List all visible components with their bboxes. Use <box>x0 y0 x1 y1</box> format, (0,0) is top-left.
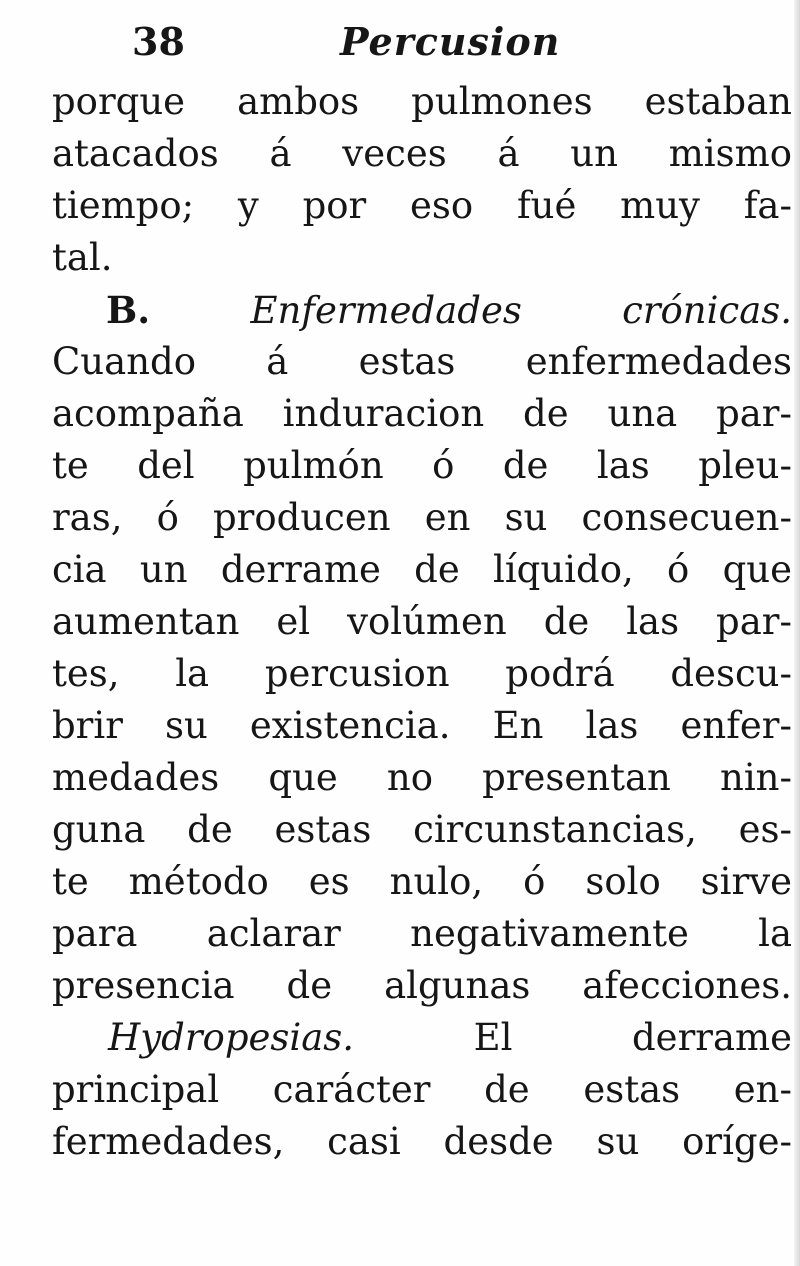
text-line-17: para aclarar negativamente la <box>52 912 792 955</box>
page-number: 38 <box>132 19 185 64</box>
section-title: Enfermedades crónicas. <box>250 289 792 332</box>
body-text <box>52 76 792 1168</box>
text-line-8: te del pulmón ó de las pleu- <box>52 444 792 487</box>
text-line-12: tes, la percusion podrá descu- <box>52 652 792 695</box>
text-line-9: ras, ó producen en su consecuen- <box>52 496 792 539</box>
text-line-20: principal carácter de estas en- <box>52 1068 792 1111</box>
text-line-1: porque ambos pulmones estaban <box>52 80 792 123</box>
text-line-15: guna de estas circunstancias, es- <box>52 808 792 851</box>
text-line-2: atacados á veces á un mismo <box>52 132 792 175</box>
running-head: Percusion <box>340 19 561 64</box>
section-label: B. <box>106 288 151 332</box>
text-line-3: tiempo; y por eso fué muy fa- <box>52 184 792 227</box>
page-edge-shadow <box>794 0 800 1266</box>
text-line-11: aumentan el volúmen de las par- <box>52 600 792 643</box>
text-line-10: cia un derrame de líquido, ó que <box>52 548 792 591</box>
hydropesias-heading-line <box>52 1012 792 1064</box>
text-line-4: tal. <box>52 236 113 279</box>
text-line-16: te método es nulo, ó solo sirve <box>52 860 792 903</box>
text-line-18: presencia de algunas afecciones. <box>52 964 792 1007</box>
hydropesias-rest: El derrame <box>473 1016 792 1059</box>
section-heading-b <box>52 284 792 336</box>
text-line-6: Cuando á estas enfermedades <box>52 340 792 383</box>
text-line-21: fermedades, casi desde su oríge- <box>52 1120 792 1163</box>
text-line-13: brir su existencia. En las enfer- <box>52 704 792 747</box>
hydropesias-title: Hydropesias. <box>108 1016 355 1059</box>
text-line-14: medades que no presentan nin- <box>52 756 792 799</box>
text-line-7: acompaña induracion de una par- <box>52 392 792 435</box>
